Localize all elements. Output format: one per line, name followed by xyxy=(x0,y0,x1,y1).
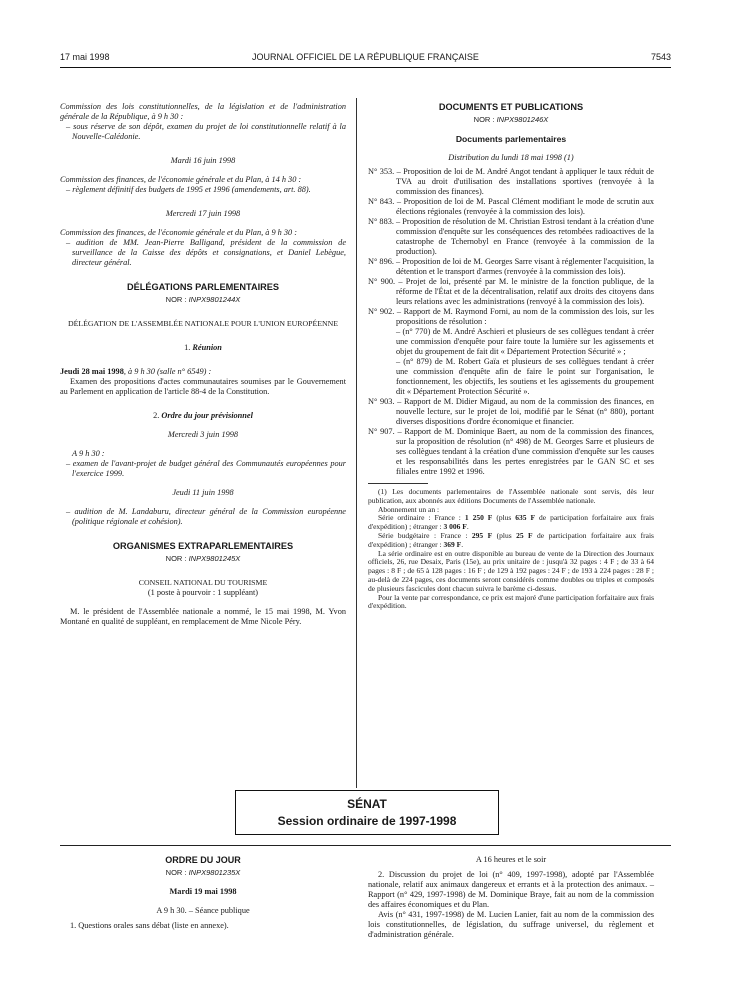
session-title: Session ordinaire de 1997-1998 xyxy=(277,814,457,828)
sitting-date: Mardi 19 mai 1998 xyxy=(169,887,237,896)
commission-finances-text: Commission des finances, de l'économie générale et du Plan, à 9 h 30 : xyxy=(60,228,298,237)
commission-lois-text: Commission des lois constitutionnelles, de la législation et de l'administration générale de la République, à 9 h 30 : xyxy=(60,102,346,121)
senat-title: SÉNAT xyxy=(347,797,387,811)
left-column xyxy=(60,102,346,627)
ordre-du-jour-title: ORDRE DU JOUR xyxy=(165,855,241,865)
distribution-date: Distribution du lundi 18 mai 1998 (1) xyxy=(448,153,574,162)
header-rule xyxy=(60,67,671,68)
audition-item: – audition de MM. Jean-Pierre Balligand, président de la commission de surveillance de la Caisse des dépôts et consignations, et Daniel Lebègue, directeur général. xyxy=(66,238,346,267)
document-item: N° 902. – Rapport de M. Raymond Forni, au nom de la commission des lois, sur les propositions de résolution : xyxy=(368,307,654,326)
column-divider xyxy=(356,98,357,788)
commission-lois-item: – sous réserve de son dépôt, examen du projet de loi constitutionnelle relatif à la Nouvelle-Calédonie. xyxy=(66,122,346,141)
date-heading: Mardi 16 juin 1998 xyxy=(170,156,236,165)
senat-heading-box xyxy=(235,790,499,835)
document-subitem: – (n° 770) de M. André Aschieri et plusieurs de ses collègues tendant à créer une commission d'enquête pour faire toute la lumière sur les agissements et objet du groupement de fait dit « Département Protection Sécurité » ; xyxy=(396,327,654,356)
document-item: N° 896. – Proposition de loi de M. Georges Sarre visant à réglementer l'acquisition, la détention et le transport d'armes (renvoyée à la commission des lois). xyxy=(368,257,654,276)
agenda-item: – audition de M. Landaburu, directeur général de la Commission européenne (politique régionale et cohésion). xyxy=(66,507,346,526)
nor-reference: NOR : INPX9801235X xyxy=(165,868,241,877)
nomination-text: M. le président de l'Assemblée nationale a nommé, le 15 mai 1998, M. Yvon Montané en qualité de suppléant, en remplacement de Mme Nicole Péry. xyxy=(60,607,346,626)
time-heading: A 9 h 30 : xyxy=(72,449,105,458)
examen-text: Examen des propositions d'actes communautaires soumises par le Gouvernement au Parlement en application de l'article 88-4 de la Constitution. xyxy=(60,377,346,396)
footnote-rule xyxy=(368,483,428,484)
date-heading: Mercredi 3 juin 1998 xyxy=(167,430,239,439)
sitting-time: A 16 heures et le soir xyxy=(475,855,547,864)
document-item: N° 843. – Proposition de loi de M. Pascal Clément modifiant le mode de scrutin aux élections régionales (renvoyée à la commission des lois). xyxy=(368,197,654,216)
subsection-title: 2. Ordre du jour prévisionnel xyxy=(153,411,253,420)
section-rule xyxy=(60,845,671,846)
document-item: N° 903. – Rapport de M. Didier Migaud, au nom de la commission des finances, en nouvelle lecture, sur le projet de loi, modifié par le Sénat (n° 880), portant diverses dispositions d'ordre économique et financier. xyxy=(368,397,654,426)
document-item: N° 907. – Rapport de M. Dominique Baert, au nom de la commission des finances, sur la proposition de résolution (n° 498) de M. Georges Sarre et plusieurs de ses collègues tendant à la création d'une commission d'enquête sur les causes et les responsabilités dans les pertes enregistrées par le GAN SC et ses filiales entre 1992 et 1996. xyxy=(368,427,654,476)
agenda-item: Avis (n° 431, 1997-1998) de M. Lucien Lanier, fait au nom de la commission des lois constitutionnelles, de législation, du suffrage universel, du règlement et d'administration générale. xyxy=(368,910,654,939)
agenda-item: – examen de l'avant-projet de budget général des Communautés européennes pour l'exercice 1999. xyxy=(66,459,346,478)
footnote: La série ordinaire est en outre disponible au bureau de vente de la Direction des Journaux officiels, 26, rue Desaix, Paris (15e), au prix unitaire de : jusqu'à 32 pages : 4 F ; de 33 à 64 pages : 8 F ; de 65 à 128 pages : 16 F ; de 129 à 192 pages : 24 F ; de 193 à 224 pages : 28 F ; au-delà de 224 pages, ces documents seront considérés comme doubles ou triples et composés de plusieurs fascicules dont chacun suivra le barème ci-dessus. xyxy=(368,548,654,593)
meeting-date: Jeudi 28 mai 1998, à 9 h 30 (salle n° 6549) : xyxy=(60,367,212,376)
header-page-number: 7543 xyxy=(650,52,671,62)
delegation-title: DÉLÉGATION DE L'ASSEMBLÉE NATIONALE POUR L'UNION EUROPÉENNE xyxy=(67,319,339,328)
footnote: Pour la vente par correspondance, ce prix est majoré d'une participation forfaitaire aux frais d'expédition. xyxy=(368,592,654,611)
header-date: 17 mai 1998 xyxy=(60,52,110,62)
bottom-left-column xyxy=(60,855,346,931)
poste-text: (1 poste à pourvoir : 1 suppléant) xyxy=(147,588,259,597)
commission-finances-text: Commission des finances, de l'économie générale et du Plan, à 14 h 30 : xyxy=(60,175,302,184)
section-title: DÉLÉGATIONS PARLEMENTAIRES xyxy=(126,282,280,292)
commission-finances-item: – règlement définitif des budgets de 1995 et 1996 (amendements, art. 88). xyxy=(66,185,311,194)
header-journal-title: JOURNAL OFFICIEL DE LA RÉPUBLIQUE FRANÇAISE xyxy=(252,52,479,62)
date-heading: Mercredi 17 juin 1998 xyxy=(165,209,241,218)
footnote-price: Série budgétaire : France : 295 F (plus 25 F de participation forfaitaire aux frais d'expédition) ; étranger : 369 F. xyxy=(368,530,654,549)
agenda-item: 2. Discussion du projet de loi (n° 409, 1997-1998), adopté par l'Assemblée nationale, relatif aux animaux dangereux et errants et à la protection des animaux. – Rapport (n° 429, 1997-1998) de M. Dominique Braye, fait au nom de la commission des affaires économiques et du Plan. xyxy=(368,870,654,909)
nor-reference: NOR : INPX9801245X xyxy=(165,554,241,563)
nor-reference: NOR : INPX9801246X xyxy=(473,115,549,124)
sitting-time: A 9 h 30. – Séance publique xyxy=(156,906,250,915)
footnote: Abonnement un an : xyxy=(378,504,440,514)
subsection-title: 1. Réunion xyxy=(184,343,222,352)
section-title: DOCUMENTS ET PUBLICATIONS xyxy=(438,102,584,112)
document-item: N° 353. – Proposition de loi de M. André Angot tendant à appliquer le taux réduit de TVA au droit d'utilisation des installations sportives (renvoyée à la commission des finances). xyxy=(368,167,654,196)
date-heading: Jeudi 11 juin 1998 xyxy=(172,488,234,497)
nor-reference: NOR : INPX9801244X xyxy=(165,295,241,304)
page-header xyxy=(60,52,671,72)
agenda-item: 1. Questions orales sans débat (liste en annexe). xyxy=(70,921,229,930)
document-item: N° 883. – Proposition de résolution de M. Christian Estrosi tendant à la création d'une commission d'enquête sur les conséquences des retombées radioactives de la catastrophe de Tchernobyl en France (renvoyée à la commission de la production). xyxy=(368,217,654,256)
bottom-right-column xyxy=(368,855,654,940)
conseil-title: CONSEIL NATIONAL DU TOURISME xyxy=(138,578,268,587)
right-column xyxy=(368,102,654,611)
section-title: ORGANISMES EXTRAPARLEMENTAIRES xyxy=(112,541,294,551)
document-subitem: – (n° 879) de M. Robert Gaïa et plusieurs de ses collègues tendant à créer une commission d'enquête afin de faire le point sur l'organisation, le fonctionnement, les objectifs, les soutiens et les agissements du groupement dit « Département Protection Sécurité ». xyxy=(396,357,654,396)
footnote: (1) Les documents parlementaires de l'Assemblée nationale sont servis, dès leur publication, aux abonnés aux éditions Documents de l'Assemblée nationale. xyxy=(368,487,654,505)
document-item: N° 900. – Projet de loi, présenté par M. le ministre de la fonction publique, de la réforme de l'État et de la décentralisation, relatif aux droits des citoyens dans leurs relations avec les administrations (renvoyé à la commission des lois). xyxy=(368,277,654,306)
subsection-title: Documents parlementaires xyxy=(455,134,567,144)
footnote-price: Série ordinaire : France : 1 250 F (plus 635 F de participation forfaitaire aux frais d'expédition) ; étranger : 3 006 F. xyxy=(368,513,654,532)
